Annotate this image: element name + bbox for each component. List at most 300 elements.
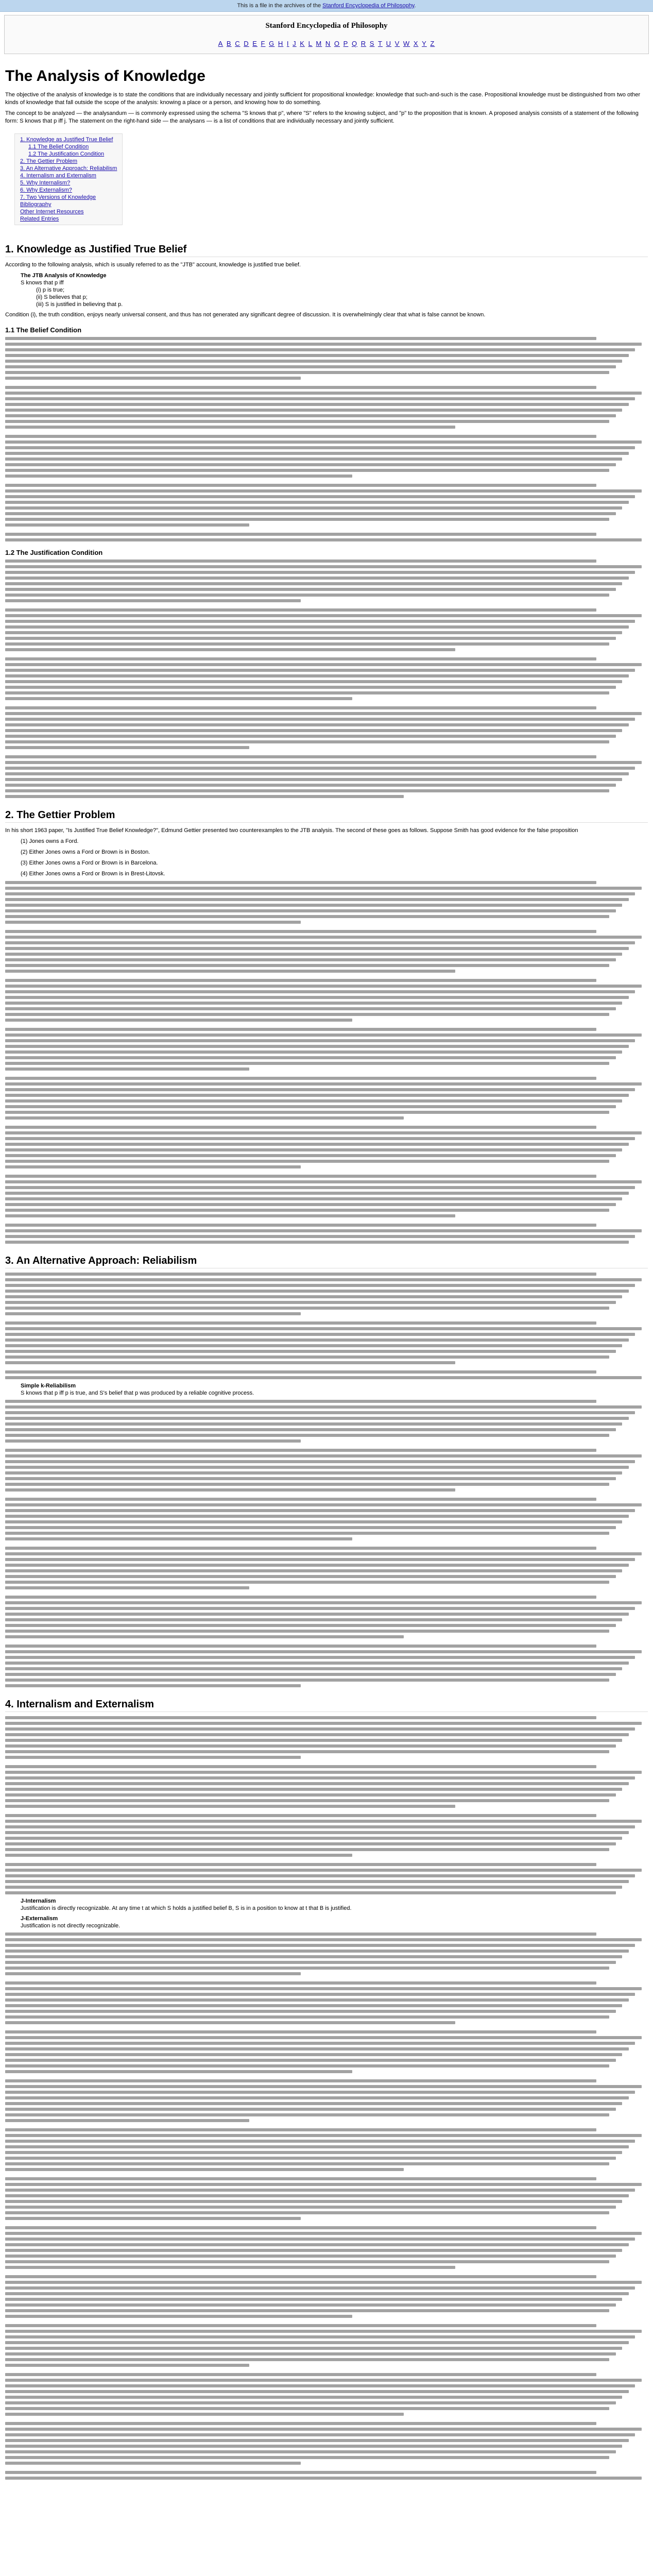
toc-link[interactable]: 2. The Gettier Problem <box>20 158 78 164</box>
text-line <box>5 2036 642 2039</box>
text-line <box>5 735 616 738</box>
alphabet-link-a[interactable]: A <box>218 40 224 47</box>
text-line <box>5 2450 616 2453</box>
text-line <box>5 1488 455 1492</box>
text-line <box>5 1235 635 1238</box>
text-line <box>5 2477 642 2480</box>
text-line <box>5 795 404 798</box>
text-line <box>5 538 642 541</box>
text-line <box>5 2079 596 2082</box>
text-line <box>5 1273 596 1276</box>
text-line <box>5 1650 642 1653</box>
text-line <box>5 594 609 597</box>
text-line <box>5 2177 596 2180</box>
text-line <box>5 1007 616 1010</box>
alphabet-link-t[interactable]: T <box>378 40 383 47</box>
section-heading-1: 1. Knowledge as Justified True Belief <box>5 244 648 257</box>
text-line <box>5 2226 596 2229</box>
text-line <box>5 1460 635 1463</box>
body-text-block <box>5 1716 648 1894</box>
text-line <box>5 985 642 988</box>
text-line <box>5 2091 635 2094</box>
text-line <box>5 1099 622 1103</box>
text-line <box>5 1820 642 1823</box>
text-line <box>5 663 642 666</box>
alphabet-link-l[interactable]: L <box>308 40 313 47</box>
text-line <box>5 953 622 956</box>
text-line <box>5 1477 616 1480</box>
text-line <box>5 440 642 444</box>
alphabet-link-g[interactable]: G <box>269 40 275 47</box>
text-line <box>5 979 596 982</box>
text-line <box>5 2085 642 2088</box>
text-line <box>5 571 635 574</box>
text-line <box>5 348 635 351</box>
toc-link[interactable]: Other Internet Resources <box>20 209 84 215</box>
jtb-line: (iii) S is justified in believing that p. <box>36 301 123 308</box>
text-line <box>5 1088 635 1091</box>
alphabet-link-j[interactable]: J <box>293 40 297 47</box>
alphabet-link-r[interactable]: R <box>360 40 367 47</box>
text-line <box>5 474 352 478</box>
text-line <box>5 1891 616 1894</box>
alphabet-link-y[interactable]: Y <box>422 40 427 47</box>
text-line <box>5 2281 642 2284</box>
text-line <box>5 947 629 950</box>
text-line <box>5 1673 616 1676</box>
text-line <box>5 1831 629 1834</box>
text-line <box>5 1744 616 1748</box>
text-line <box>5 778 622 781</box>
text-line <box>5 2096 629 2099</box>
text-line <box>5 1376 642 1379</box>
text-line <box>5 2347 622 2350</box>
alphabet-link-i[interactable]: I <box>286 40 289 47</box>
text-line <box>5 2445 622 2448</box>
text-line <box>5 452 629 455</box>
text-line <box>5 729 622 732</box>
text-line <box>5 2059 616 2062</box>
site-header <box>4 15 649 54</box>
text-line <box>5 2364 249 2367</box>
jtb-line: (i) p is true; <box>36 287 65 293</box>
text-line <box>5 2021 455 2024</box>
text-line <box>5 560 596 563</box>
text-line <box>5 1290 629 1293</box>
toc-link[interactable]: 7. Two Versions of Knowledge <box>20 194 96 200</box>
text-line <box>5 426 455 429</box>
j-externalism-title: J-Externalism <box>21 1916 58 1922</box>
text-line <box>5 1301 616 1304</box>
text-line <box>5 1799 609 1802</box>
text-line <box>5 2439 629 2442</box>
alphabet-index <box>5 40 648 47</box>
text-line <box>5 1466 629 1469</box>
text-line <box>5 1944 635 1947</box>
text-line <box>5 1045 629 1048</box>
text-line <box>5 2113 609 2116</box>
text-line <box>5 674 629 677</box>
text-line <box>5 1321 596 1325</box>
text-line <box>5 2194 629 2197</box>
text-line <box>5 2352 616 2355</box>
text-line <box>5 936 642 939</box>
text-line <box>5 469 609 472</box>
text-line <box>5 2335 635 2338</box>
text-line <box>5 403 629 406</box>
text-line <box>5 1645 596 1648</box>
text-line <box>5 533 596 536</box>
text-line <box>5 2255 616 2258</box>
text-line <box>5 712 642 715</box>
text-line <box>5 1350 616 1353</box>
alphabet-link-d[interactable]: D <box>244 40 249 47</box>
text-line <box>5 1002 622 1005</box>
intro-paragraph-1: The objective of the analysis of knowledge is to state the conditions that are individually necessary and jointly sufficient for propositional knowledge: knowledge that such-and-such is the case. Propositional knowledge must be distinguished from two other kinds of knowledge that fall outside the scope of the analysis: knowing a place or a person, and knowing how to do something. <box>5 92 641 106</box>
text-line <box>5 2064 609 2067</box>
text-line <box>5 1019 352 1022</box>
table-of-contents <box>14 133 123 225</box>
text-line <box>5 1618 622 1621</box>
alphabet-link-n[interactable]: N <box>325 40 331 47</box>
text-line <box>5 1509 635 1512</box>
archive-prefix: This is a file in the archives of the <box>237 3 321 9</box>
text-line <box>5 1116 404 1120</box>
text-line <box>5 1312 301 1315</box>
section-heading-2: 2. The Gettier Problem <box>5 809 648 823</box>
text-line <box>5 990 635 993</box>
text-line <box>5 1782 629 1785</box>
body-text-block <box>5 881 648 1244</box>
text-line <box>5 1967 609 1970</box>
text-line <box>5 1175 596 1178</box>
text-line <box>5 1400 596 1403</box>
article <box>0 67 653 2480</box>
toc-link[interactable]: 3. An Alternative Approach: Reliabilism <box>20 165 117 172</box>
text-line <box>5 1854 352 1857</box>
text-line <box>5 386 596 389</box>
text-line <box>5 1154 616 1157</box>
text-line <box>5 1411 635 1414</box>
text-line <box>5 435 596 438</box>
text-line <box>5 2119 249 2122</box>
text-line <box>5 489 642 493</box>
text-line <box>5 1094 629 1097</box>
text-line <box>5 2422 596 2425</box>
alphabet-link-q[interactable]: Q <box>351 40 358 47</box>
text-line <box>5 1428 616 1431</box>
text-line <box>5 1733 629 1736</box>
text-line <box>5 2211 609 2214</box>
alphabet-link-z[interactable]: Z <box>430 40 435 47</box>
text-line <box>5 2140 635 2143</box>
toc-sublink[interactable]: 1.2 The Justification Condition <box>28 151 105 157</box>
toc-link[interactable]: 4. Internalism and Externalism <box>20 173 96 179</box>
alphabet-link-f[interactable]: F <box>261 40 266 47</box>
text-line <box>5 409 622 412</box>
j-externalism-line: Justification is not directly recognizable. <box>21 1923 121 1929</box>
text-line <box>5 691 609 694</box>
text-line <box>5 1880 629 1883</box>
text-line <box>5 1449 596 1452</box>
alphabet-link-k[interactable]: K <box>300 40 305 47</box>
alphabet-link-m[interactable]: M <box>316 40 322 47</box>
text-line <box>5 2292 629 2295</box>
text-line <box>5 1422 622 1426</box>
text-line <box>5 1886 622 1889</box>
text-line <box>5 2260 609 2263</box>
text-line <box>5 915 609 918</box>
text-line <box>5 1180 642 1183</box>
text-line <box>5 1295 622 1298</box>
text-line <box>5 1105 616 1108</box>
text-line <box>5 512 616 515</box>
text-line <box>5 1863 596 1866</box>
toc-link[interactable]: 5. Why Internalism? <box>20 180 71 186</box>
section-2-lead: In his short 1963 paper, "Is Justified True Belief Knowledge?", Edmund Gettier presented two counterexamples to the JTB analysis. The second of these goes as follows. Suppose Smith has good evidence for the false proposition <box>5 827 578 834</box>
text-line <box>5 565 642 568</box>
text-line <box>5 1284 635 1287</box>
body-text-block <box>5 1273 648 1379</box>
toc-link[interactable]: Bibliography <box>20 201 51 208</box>
text-line <box>5 1082 642 1086</box>
text-line <box>5 620 635 623</box>
text-line <box>5 2379 642 2382</box>
text-line <box>5 2428 642 2431</box>
text-line <box>5 1307 609 1310</box>
text-line <box>5 2309 609 2312</box>
text-line <box>5 1361 455 1364</box>
text-line <box>5 2183 642 2186</box>
gettier-case: (4) Either Jones owns a Ford or Brown is in Brest-Litovsk. <box>21 871 165 877</box>
text-line <box>5 1056 616 1059</box>
text-line <box>5 1417 629 1420</box>
body-text-block <box>5 1400 648 1687</box>
site-title[interactable]: Stanford Encyclopedia of Philosophy <box>265 22 388 30</box>
text-line <box>5 495 635 498</box>
text-line <box>5 1805 455 1808</box>
text-line <box>5 1547 596 1550</box>
text-line <box>5 2358 609 2361</box>
text-line <box>5 1776 635 1780</box>
text-line <box>5 1750 609 1753</box>
body-text-block <box>5 337 648 541</box>
section-1-lead: According to the following analysis, which is usually referred to as the "JTB" account, knowledge is justified true belief. <box>5 262 301 268</box>
toc-sublink[interactable]: 1.1 The Belief Condition <box>28 144 89 150</box>
toc-link[interactable]: 1. Knowledge as Justified True Belief <box>20 137 113 143</box>
text-line <box>5 1842 616 1845</box>
text-line <box>5 2456 609 2459</box>
alphabet-link-e[interactable]: E <box>252 40 257 47</box>
text-line <box>5 518 609 521</box>
text-line <box>5 1050 622 1054</box>
text-line <box>5 608 596 612</box>
text-line <box>5 457 622 461</box>
text-line <box>5 631 622 634</box>
text-line <box>5 767 635 770</box>
text-line <box>5 1532 609 1535</box>
text-line <box>5 2151 622 2154</box>
text-line <box>5 397 635 400</box>
text-line <box>5 1077 596 1080</box>
text-line <box>5 2330 642 2333</box>
text-line <box>5 1601 642 1604</box>
text-line <box>5 1333 635 1336</box>
text-line <box>5 1765 596 1768</box>
text-line <box>5 1788 622 1791</box>
text-line <box>5 2433 635 2436</box>
text-line <box>5 2266 455 2269</box>
text-line <box>5 1131 642 1134</box>
text-line <box>5 706 596 709</box>
archive-link[interactable]: Stanford Encyclopedia of Philosophy <box>322 3 415 9</box>
text-line <box>5 2238 635 2241</box>
text-line <box>5 2275 596 2278</box>
text-line <box>5 921 301 924</box>
alphabet-link-s[interactable]: S <box>369 40 375 47</box>
text-line <box>5 1439 301 1443</box>
text-line <box>5 2162 609 2165</box>
text-line <box>5 1483 609 1486</box>
text-line <box>5 723 629 726</box>
text-line <box>5 1613 629 1616</box>
text-line <box>5 2145 629 2148</box>
text-line <box>5 2462 301 2465</box>
text-line <box>5 506 622 510</box>
alphabet-link-u[interactable]: U <box>386 40 391 47</box>
page-title: The Analysis of Knowledge <box>5 67 205 84</box>
text-line <box>5 740 609 743</box>
gettier-case: (3) Either Jones owns a Ford or Brown is in Barcelona. <box>21 860 158 866</box>
text-line <box>5 1370 596 1374</box>
text-line <box>5 2168 404 2171</box>
text-line <box>5 2315 352 2318</box>
text-line <box>5 2396 622 2399</box>
alphabet-link-w[interactable]: W <box>403 40 410 47</box>
text-line <box>5 625 629 629</box>
text-line <box>5 2004 622 2007</box>
text-line <box>5 1993 635 1996</box>
text-line <box>5 1722 642 1725</box>
text-line <box>5 909 616 912</box>
text-line <box>5 1327 642 1330</box>
text-line <box>5 1961 616 1964</box>
text-line <box>5 1111 609 1114</box>
j-internalism-definition <box>21 1897 648 1929</box>
text-line <box>5 501 629 504</box>
text-line <box>5 1564 629 1567</box>
text-line <box>5 1987 642 1990</box>
text-line <box>5 360 622 363</box>
text-line <box>5 898 629 901</box>
text-line <box>5 755 596 758</box>
text-line <box>5 669 635 672</box>
section-1-after: Condition (i), the truth condition, enjoys nearly universal consent, and thus has not generated any significant degree of discussion. It is overwhelmingly clear that what is false cannot be known. <box>5 312 486 318</box>
alphabet-link-h[interactable]: H <box>278 40 284 47</box>
text-line <box>5 1635 404 1638</box>
archive-notice <box>0 0 653 12</box>
text-line <box>5 1874 635 1877</box>
text-line <box>5 1503 642 1506</box>
text-line <box>5 1062 609 1065</box>
text-line <box>5 2390 629 2393</box>
j-internalism-title: J-Internalism <box>21 1898 56 1904</box>
text-line <box>5 1338 629 1342</box>
text-line <box>5 2401 616 2404</box>
toc-link[interactable]: 6. Why Externalism? <box>20 187 72 193</box>
text-line <box>5 2286 635 2290</box>
alphabet-link-b[interactable]: B <box>226 40 232 47</box>
text-line <box>5 371 609 374</box>
text-line <box>5 772 629 775</box>
toc-link[interactable]: Related Entries <box>20 216 59 222</box>
text-line <box>5 1028 596 1031</box>
text-line <box>5 1165 301 1168</box>
alphabet-link-v[interactable]: V <box>394 40 400 47</box>
text-line <box>5 1355 609 1359</box>
text-line <box>5 523 249 527</box>
text-line <box>5 1933 596 1936</box>
text-line <box>5 1981 596 1985</box>
text-line <box>5 996 629 999</box>
reliabilism-definition <box>21 1382 648 1397</box>
subsection-heading-1-2: 1.2 The Justification Condition <box>5 549 103 556</box>
text-line <box>5 1656 635 1659</box>
text-line <box>5 1624 616 1627</box>
text-line <box>5 2070 352 2073</box>
text-line <box>5 2015 609 2019</box>
text-line <box>5 1214 455 1217</box>
text-line <box>5 1515 629 1518</box>
text-line <box>5 718 635 721</box>
text-line <box>5 2373 596 2376</box>
alphabet-link-x[interactable]: X <box>413 40 419 47</box>
text-line <box>5 1033 642 1037</box>
alphabet-link-p[interactable]: P <box>343 40 349 47</box>
text-line <box>5 2189 635 2192</box>
text-line <box>5 1825 635 1828</box>
text-line <box>5 2042 635 2045</box>
text-line <box>5 2206 616 2209</box>
text-line <box>5 1869 642 1872</box>
text-line <box>5 2413 404 2416</box>
text-line <box>5 1039 635 1042</box>
text-line <box>5 1793 616 1797</box>
text-line <box>5 1241 629 1244</box>
text-line <box>5 1586 249 1589</box>
text-line <box>5 2471 596 2474</box>
text-line <box>5 1950 629 1953</box>
text-line <box>5 414 616 417</box>
text-line <box>5 784 616 787</box>
text-line <box>5 1607 635 1610</box>
text-line <box>5 1955 622 1958</box>
body-text-block <box>5 1933 648 2480</box>
text-line <box>5 2407 609 2410</box>
j-internalism-line: Justification is directly recognizable. At any time t at which S holds a justified belief B, S is in a position to know at t that B is justified. <box>21 1905 352 1911</box>
text-line <box>5 343 642 346</box>
text-line <box>5 1596 596 1599</box>
text-line <box>5 365 616 368</box>
alphabet-link-c[interactable]: C <box>235 40 240 47</box>
text-line <box>5 337 596 340</box>
text-line <box>5 1229 642 1232</box>
text-line <box>5 420 609 423</box>
alphabet-link-o[interactable]: O <box>334 40 340 47</box>
text-line <box>5 1148 622 1151</box>
text-line <box>5 1679 609 1682</box>
gettier-case-list <box>21 849 648 878</box>
